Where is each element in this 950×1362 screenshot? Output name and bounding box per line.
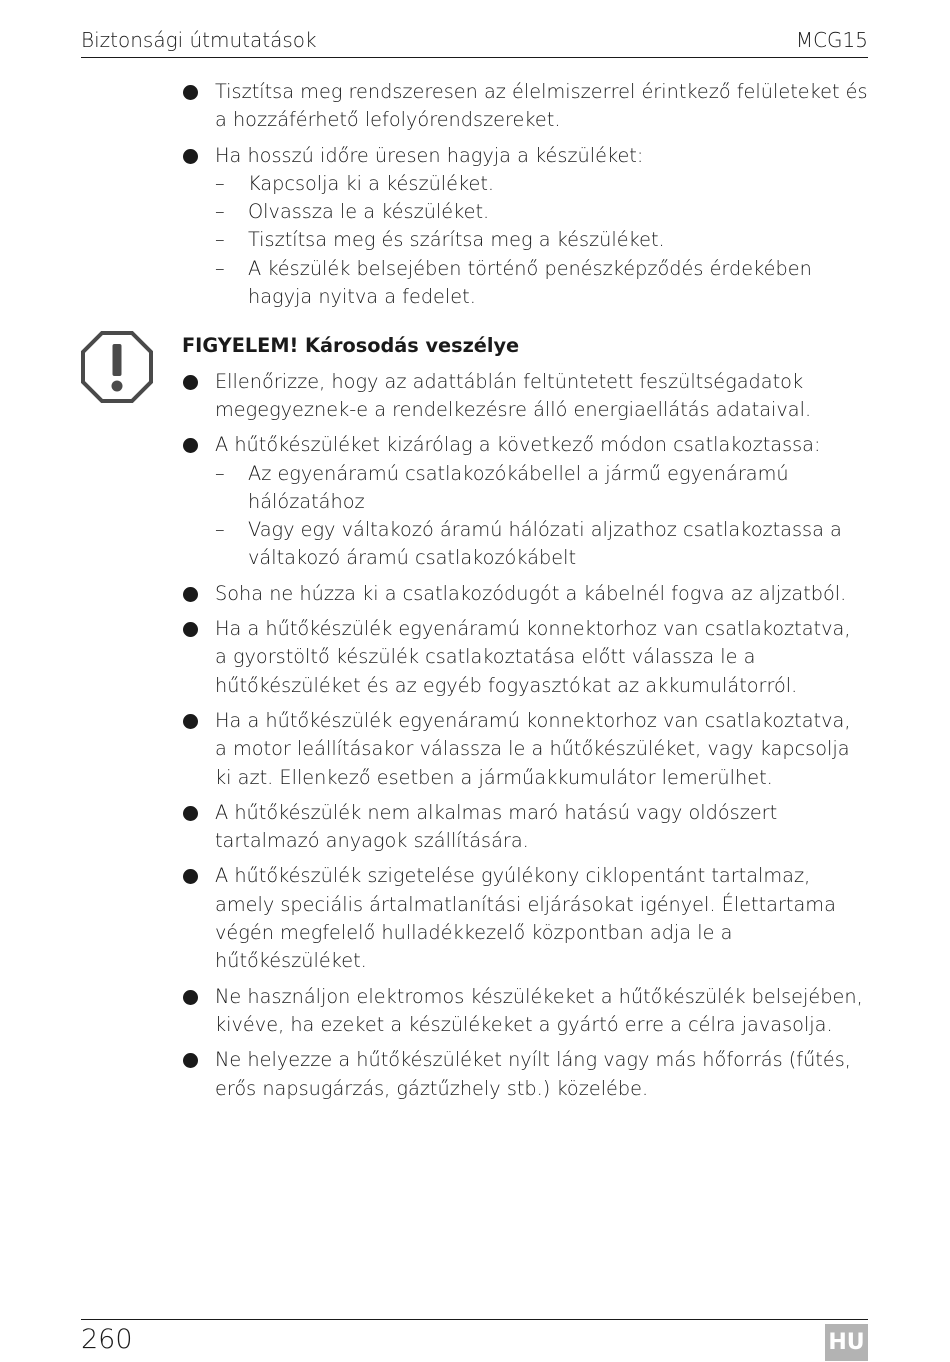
- list-item-text: Ne használjon elektromos készülékeket a hűtőkészülék belsejében, kivéve, ha ezeket a készülékeket a gyártó erre a célra javasolja.: [215, 984, 863, 1036]
- list-item-text: Ha a hűtőkészülék egyenáramú konnektorhoz van csatlakoztatva, a motor leállításakor válassza le a hűtőkészüléket, vagy kapcsolja ki azt. Ellenkező esetben a járműakkumulátor lemerülhet.: [215, 708, 851, 789]
- sub-list-item: – Olvassza le a készüléket.: [215, 198, 868, 226]
- list-item-text: Soha ne húzza ki a csatlakozódugót a kábelnél fogva az aljzatból.: [215, 581, 847, 605]
- language-badge: HU: [825, 1324, 868, 1361]
- exclamation-octagon-icon: [81, 331, 153, 403]
- list-item-text: Ha a hűtőkészülék egyenáramú konnektorhoz van csatlakoztatva, a gyorstöltő készülék csatlakoztatása előtt válassza le a hűtőkészüléket és az egyéb fogyasztókat az akkumulátorról.: [215, 617, 851, 697]
- list-item-text: A hűtőkészülék nem alkalmas maró hatású vagy oldószert tartalmazó anyagok szállítására.: [215, 800, 778, 853]
- list-item: [182, 1046, 868, 1103]
- main-content: [182, 78, 868, 1110]
- list-item-text: Tisztítsa meg rendszeresen az élelmiszerrel érintkező felületeket és a hozzáférhető lefolyórendszereket.: [215, 80, 868, 132]
- sub-list-item: – A készülék belsejében történő penészképződés érdekében hagyja nyitva a fedelet.: [215, 255, 868, 312]
- warning-title: FIGYELEM! Károsodás veszélye: [182, 334, 520, 358]
- sub-list-item: – Vagy egy váltakozó áramú hálózati aljzathoz csatlakoztassa a váltakozó áramú csatlakozókábelt: [215, 516, 868, 573]
- section-title: Biztonsági útmutatások: [81, 28, 317, 52]
- list-item: [182, 983, 868, 1040]
- page-number: 260: [81, 1324, 133, 1355]
- list-item-text: Ha hosszú időre üresen hagyja a készüléket:: [215, 143, 644, 167]
- list-item-text: A hűtőkészüléket kizárólag a következő módon csatlakoztassa:: [215, 433, 821, 457]
- list-item: [182, 862, 868, 975]
- list-item-text: A hűtőkészülék szigetelése gyúlékony ciklopentánt tartalmaz, amely speciális ártalmatlanítási eljárásokat igényel. Élettartama végén megfelelő hulladékkezelő központban adja le a hűtőkészüléket.: [215, 864, 836, 973]
- page-header: [81, 28, 868, 58]
- page-footer: [81, 1319, 868, 1355]
- model-name: MCG15: [795, 28, 868, 52]
- list-item: [182, 431, 868, 572]
- list-item-text: Ne helyezze a hűtőkészüléket nyílt láng vagy más hőforrás (fűtés, erős napsugárzás, gáztűzhely stb.) közelébe.: [215, 1048, 851, 1100]
- sub-list-item: – Az egyenáramú csatlakozókábellel a jármű egyenáramú hálózatához: [215, 460, 868, 517]
- list-item: [182, 142, 868, 312]
- list-item: [182, 799, 868, 856]
- sub-list-item: – Tisztítsa meg és szárítsa meg a készüléket.: [215, 226, 868, 254]
- list-item: [182, 78, 868, 135]
- list-item: [182, 368, 868, 425]
- list-item: [182, 580, 868, 608]
- list-item: [182, 615, 868, 700]
- sub-list-item: – Kapcsolja ki a készüléket.: [215, 170, 868, 198]
- list-item-text: Ellenőrizze, hogy az adattáblán feltüntetett feszültségadatok megegyeznek-e a rendelkezésre álló energiaellátás adataival.: [215, 369, 812, 421]
- list-item: [182, 707, 868, 792]
